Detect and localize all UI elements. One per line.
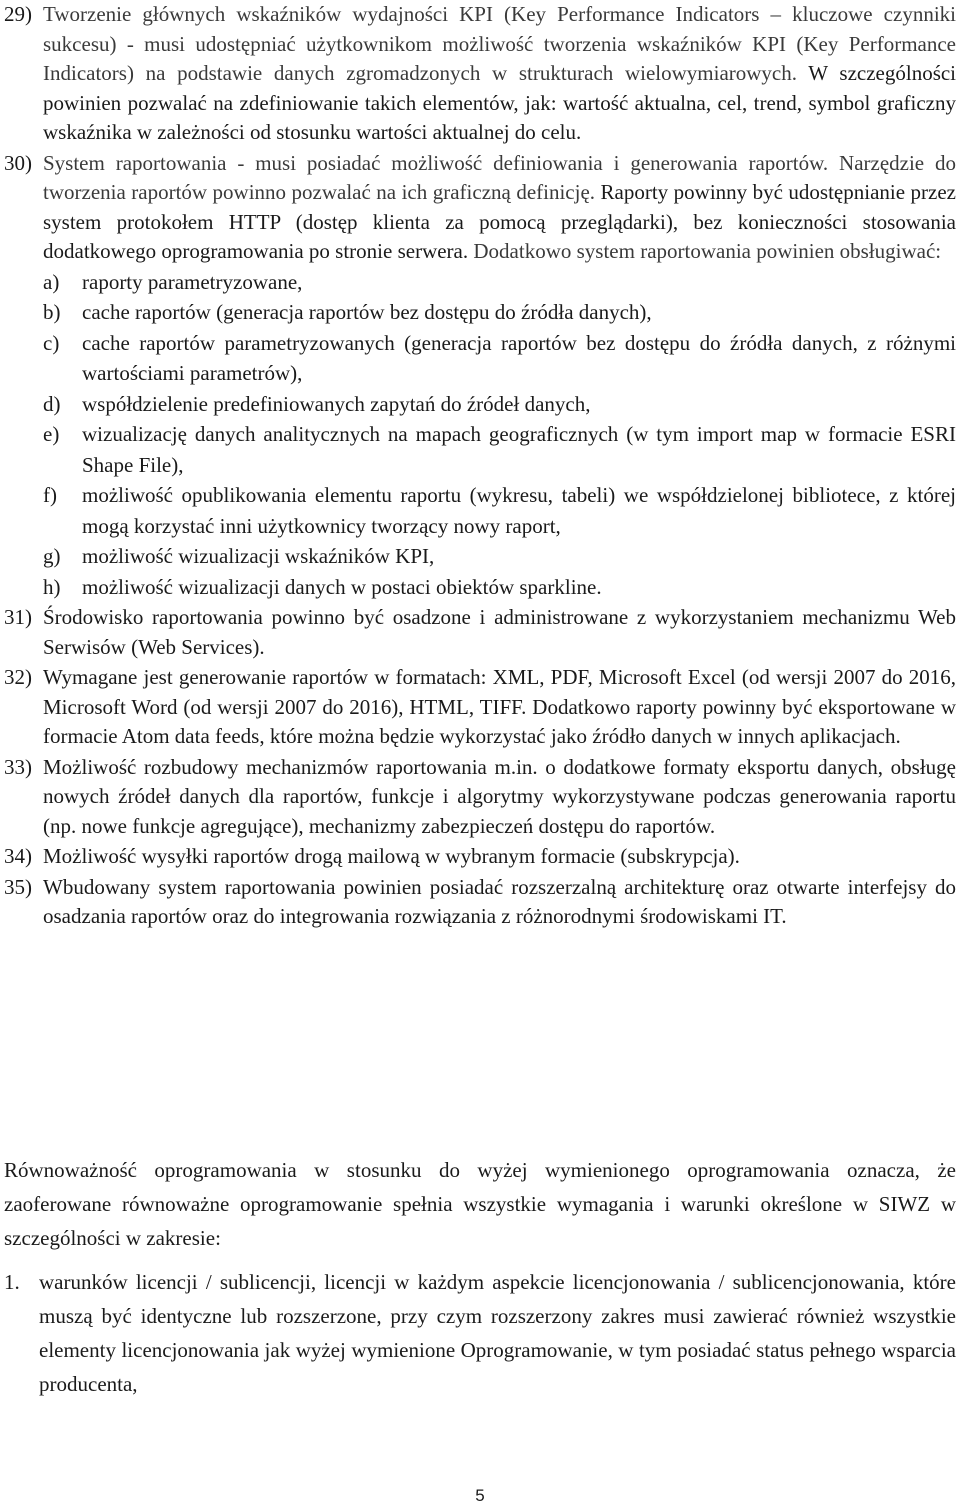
feature-item-d [43, 389, 956, 420]
feature-text: cache raportów parametryzowanych (generacja raportów bez dostępu do źródła danych, z różnymi wartościami parametrów), [82, 330, 956, 385]
feature-text: cache raportów (generacja raportów bez dostępu do źródła danych), [82, 300, 652, 324]
license-item-text: warunków licencji / sublicencji, licencji w każdym aspekcie licencjonowania / sublicencjonowania, które muszą być identyczne lub rozszerzone, przy czym rozszerzony zakres musi zawierać również wszystkie elementy licencjonowania jak wyżej wymienione Oprogramowanie, w tym posiadać status pełnego wsparcia producenta, [39, 1270, 956, 1396]
feature-letter: f) [43, 483, 57, 507]
feature-item-c [43, 328, 956, 389]
feature-letter: d) [43, 391, 61, 416]
feature-text: współdzielenie predefiniowanych zapytań do źródeł danych, [82, 391, 591, 416]
feature-letter: g) [43, 544, 61, 568]
requirement-item-30 [4, 149, 956, 603]
feature-text: możliwość wizualizacji danych w postaci obiektów sparkline. [82, 574, 602, 599]
requirement-number: 31) [4, 605, 32, 629]
equivalence-paragraph: Równoważność oprogramowania w stosunku do wyżej wymienionego oprogramowania oznacza, że zaoferowane równoważne oprogramowanie spełnia wszystkie wymagania i warunki określone w SIWZ w szczególności w zakresie: [4, 1158, 956, 1250]
feature-letter: c) [43, 330, 60, 355]
requirement-text: System raportowania - musi posiadać możliwość definiowania i generowania raportów. Narzędzie do tworzenia raportów powinno pozwalać na ich graficzną definicję. [43, 150, 956, 204]
requirement-number: 29) [4, 2, 32, 26]
feature-item-e [43, 419, 956, 480]
requirement-item-29 [4, 0, 956, 148]
reporting-features-list [43, 267, 956, 603]
feature-text: możliwość wizualizacji wskaźników KPI, [82, 544, 435, 568]
feature-text: możliwość opublikowania elementu raportu (wykresu, tabeli) we współdzielonej bibliotece, z której mogą korzystać inni użytkownicy tworzący nowy raport, [82, 483, 956, 538]
feature-text: wizualizację danych analitycznych na mapach geograficznych (w tym import map w formacie ESRI Shape File), [82, 422, 956, 477]
requirement-text: Środowisko raportowania powinno być osadzone i administrowane z wykorzystaniem mechanizmu Web Serwisów (Web Services). [43, 605, 956, 659]
requirement-number: 32) [4, 665, 32, 689]
page-number: 5 [475, 1486, 485, 1505]
feature-letter: h) [43, 574, 61, 599]
requirement-number: 35) [4, 874, 32, 899]
requirement-text: Tworzenie głównych wskaźników wydajności KPI (Key Performance Indicators – kluczowe czynniki sukcesu) - musi udostępniać użytkownikom możliwość tworzenia wskaźników KPI (Key Performance Indicators) na podstawie danych zgromadzonych w strukturach wielowymiarowych. [43, 2, 956, 85]
requirement-text: Wbudowany system raportowania powinien posiadać rozszerzalną architekturę oraz otwarte interfejsy do osadzania raportów oraz do integrowania rozwiązania z różnorodnymi środowiskami IT. [43, 874, 956, 928]
feature-item-h [43, 572, 956, 603]
requirement-text: Możliwość rozbudowy mechanizmów raportowania m.in. o dodatkowe formaty eksportu danych, obsługę nowych źródeł danych dla raportów, funkcje i algorytmy wykorzystywane podczas generowania raportu (np. nowe funkcje agregujące), mechanizmy zabezpieczeń dostępu do raportów. [43, 754, 956, 838]
feature-item-f [43, 480, 956, 541]
feature-letter: e) [43, 422, 60, 446]
requirement-text-continued: W szczególności powinien pozwalać na zdefiniowanie takich elementów, jak: wartość aktualna, cel, trend, symbol graficzny wskaźnika w zależności od stosunku wartości aktualnej do celu. [43, 61, 957, 144]
requirement-text: Wymagane jest generowanie raportów w formatach: XML, PDF, Microsoft Excel (od wersji 2007 do 2016, Microsoft Word (od wersji 2007 do 2016), HTML, TIFF. Dodatkowo raporty powinny być eksportowane w formacie Atom data feeds, które można będzie wykorzystać jako źródło danych w innych aplikacjach. [43, 665, 956, 748]
feature-item-a [43, 267, 956, 298]
requirement-number: 30) [4, 150, 32, 175]
requirement-item-35 [4, 873, 956, 932]
feature-item-b [43, 297, 956, 328]
requirement-number: 34) [4, 844, 32, 868]
requirement-text-intro: Dodatkowo system raportowania powinien obsługiwać: [473, 239, 942, 263]
requirement-text-continued: Raporty powinny być udostępnianie przez system protokołem HTTP (dostęp klienta za pomocą przeglądarki), bez konieczności stosowania dodatkowego oprogramowania po stronie serwera. [43, 180, 957, 263]
license-item-number: 1. [4, 1270, 20, 1294]
requirement-item-31 [4, 603, 956, 662]
requirements-list [4, 0, 956, 933]
requirement-number: 33) [4, 754, 32, 779]
license-item-1 [4, 1265, 956, 1401]
feature-text: raporty parametryzowane, [82, 269, 303, 294]
requirement-text: Możliwość wysyłki raportów drogą mailową w wybranym formacie (subskrypcja). [43, 844, 740, 868]
requirement-item-32 [4, 663, 956, 752]
feature-letter: a) [43, 269, 60, 294]
requirement-item-34 [4, 842, 956, 872]
requirement-item-33 [4, 753, 956, 842]
feature-item-g [43, 541, 956, 572]
feature-letter: b) [43, 300, 61, 324]
license-conditions-list [4, 1265, 956, 1401]
